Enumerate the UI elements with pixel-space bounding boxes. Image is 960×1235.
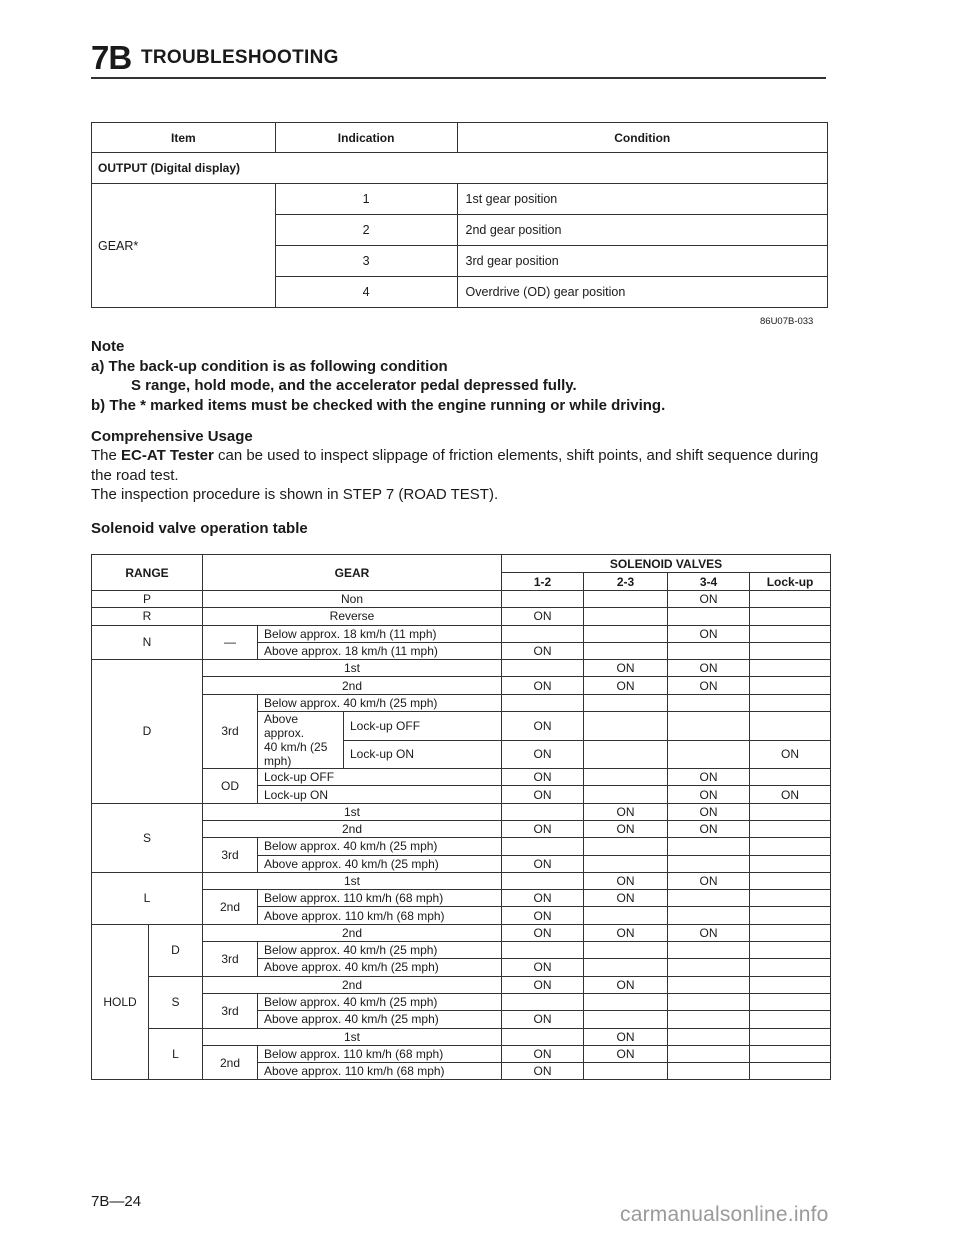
gear-cell: 3rd — [203, 993, 258, 1028]
hold-sub-range: L — [149, 1028, 203, 1080]
on-cell: ON — [584, 1045, 668, 1062]
on-cell: ON — [668, 660, 750, 677]
range-cell: P — [92, 591, 203, 608]
on-cell: ON — [502, 976, 584, 993]
comprehensive-text — [91, 446, 836, 505]
label-line: 40 km/h (25 mph) — [264, 740, 328, 769]
gear-condition: Above approx. 40 km/h (25 mph) — [258, 959, 502, 976]
on-cell: ON — [668, 625, 750, 642]
range-cell: R — [92, 608, 203, 625]
section-label: OUTPUT (Digital display) — [92, 153, 828, 184]
on-cell: ON — [502, 712, 584, 741]
on-cell: ON — [502, 677, 584, 694]
on-cell: ON — [502, 1045, 584, 1062]
header-rule — [91, 77, 826, 79]
col-condition: Condition — [457, 123, 827, 153]
gear-cell: 2nd — [203, 976, 502, 993]
note-line-a: a) The back-up condition is as following condition — [91, 357, 448, 375]
gear-condition: Above approx. 110 km/h (68 mph) — [258, 907, 502, 924]
lockup-condition: Lock-up OFF — [344, 712, 502, 741]
figure-code: 86U07B-033 — [760, 316, 814, 327]
on-cell: ON — [584, 677, 668, 694]
comprehensive-heading: Comprehensive Usage — [91, 428, 253, 445]
range-cell: L — [92, 872, 203, 924]
col-1-2: 1-2 — [502, 573, 584, 591]
on-cell: ON — [502, 855, 584, 872]
text-run: The — [91, 447, 122, 464]
on-cell: ON — [502, 907, 584, 924]
condition-cell: Overdrive (OD) gear position — [457, 277, 827, 308]
gear-cell: OD — [203, 769, 258, 804]
gear-condition: Above approx. 110 km/h (68 mph) — [258, 1063, 502, 1080]
gear-cell: 1st — [203, 660, 502, 677]
on-cell: ON — [584, 890, 668, 907]
gear-condition: Above approx. 40 km/h (25 mph) — [258, 855, 502, 872]
on-cell: ON — [668, 769, 750, 786]
gear-cell: 1st — [203, 1028, 502, 1045]
gear-cell: — — [203, 625, 258, 660]
gear-cell: Reverse — [203, 608, 502, 625]
section-number: 7B — [91, 39, 132, 76]
on-cell: ON — [584, 1028, 668, 1045]
on-cell: ON — [668, 786, 750, 803]
gear-condition: Above approx. 18 km/h (11 mph) — [258, 642, 502, 659]
gear-cell: 3rd — [203, 942, 258, 977]
lockup-condition: Lock-up ON — [258, 786, 502, 803]
gear-cell: 3rd — [203, 838, 258, 873]
on-cell: ON — [668, 677, 750, 694]
label-line: Above approx. — [264, 712, 305, 741]
text-run: can be used to inspect slippage of friction elements, shift points, and shift sequence during the road test. — [91, 447, 819, 484]
on-cell: ON — [584, 820, 668, 837]
indication-cell: 1 — [275, 184, 457, 215]
indication-cell: 2 — [275, 215, 457, 246]
on-cell: ON — [668, 820, 750, 837]
gear-cell: 2nd — [203, 677, 502, 694]
tester-name: EC-AT Tester — [121, 447, 214, 464]
section-title: TROUBLESHOOTING — [141, 47, 339, 68]
gear-cell: 2nd — [203, 1045, 258, 1080]
on-cell: ON — [668, 803, 750, 820]
col-item: Item — [92, 123, 276, 153]
condition-cell: 2nd gear position — [457, 215, 827, 246]
on-cell: ON — [502, 1011, 584, 1028]
gear-condition: Below approx. 40 km/h (25 mph) — [258, 942, 502, 959]
col-gear: GEAR — [203, 555, 502, 591]
lockup-condition: Lock-up OFF — [258, 769, 502, 786]
gear-condition: Above approx. 40 km/h (25 mph) — [258, 1011, 502, 1028]
hold-sub-range: D — [149, 924, 203, 976]
col-indication: Indication — [275, 123, 457, 153]
range-cell: N — [92, 625, 203, 660]
gear-condition: Below approx. 110 km/h (68 mph) — [258, 1045, 502, 1062]
on-cell: ON — [750, 740, 831, 769]
on-cell: ON — [502, 740, 584, 769]
note-title: Note — [91, 338, 125, 355]
item-gear: GEAR* — [92, 184, 276, 308]
solenoid-valve-table — [91, 554, 831, 1080]
condition-cell: 3rd gear position — [457, 246, 827, 277]
col-solenoid-valves: SOLENOID VALVES — [502, 555, 831, 573]
gear-condition: Below approx. 40 km/h (25 mph) — [258, 993, 502, 1010]
gear-cell: 3rd — [203, 694, 258, 768]
gear-cell: Non — [203, 591, 502, 608]
lockup-condition: Lock-up ON — [344, 740, 502, 769]
range-cell: S — [92, 803, 203, 872]
on-cell: ON — [502, 642, 584, 659]
text-run: The inspection procedure is shown in STEP 7 (ROAD TEST). — [91, 486, 499, 503]
on-cell: ON — [584, 660, 668, 677]
gear-condition — [258, 712, 344, 769]
gear-condition: Below approx. 110 km/h (68 mph) — [258, 890, 502, 907]
col-3-4: 3-4 — [668, 573, 750, 591]
col-2-3: 2-3 — [584, 573, 668, 591]
condition-cell: 1st gear position — [457, 184, 827, 215]
note-line-b: b) The * marked items must be checked with the engine running or while driving. — [91, 396, 666, 414]
gear-cell: 2nd — [203, 890, 258, 925]
watermark: carmanualsonline.info — [620, 1203, 829, 1226]
gear-cell: 1st — [203, 803, 502, 820]
on-cell: ON — [502, 608, 584, 625]
gear-cell: 1st — [203, 872, 502, 889]
on-cell: ON — [750, 786, 831, 803]
on-cell: ON — [502, 924, 584, 941]
gear-cell: 2nd — [203, 924, 502, 941]
gear-condition: Below approx. 40 km/h (25 mph) — [258, 694, 502, 711]
indication-cell: 4 — [275, 277, 457, 308]
hold-sub-range: S — [149, 976, 203, 1028]
on-cell: ON — [668, 924, 750, 941]
on-cell: ON — [502, 786, 584, 803]
on-cell: ON — [584, 803, 668, 820]
col-range: RANGE — [92, 555, 203, 591]
on-cell: ON — [502, 959, 584, 976]
note-line-a2: S range, hold mode, and the accelerator pedal depressed fully. — [131, 377, 577, 394]
on-cell: ON — [502, 769, 584, 786]
range-cell: D — [92, 660, 203, 803]
page-number: 7B—24 — [91, 1193, 142, 1210]
on-cell: ON — [502, 820, 584, 837]
col-lock-up: Lock-up — [750, 573, 831, 591]
on-cell: ON — [668, 591, 750, 608]
gear-condition: Below approx. 18 km/h (11 mph) — [258, 625, 502, 642]
solenoid-heading: Solenoid valve operation table — [91, 520, 308, 537]
on-cell: ON — [502, 890, 584, 907]
indication-cell: 3 — [275, 246, 457, 277]
on-cell: ON — [668, 872, 750, 889]
output-display-table — [91, 122, 828, 308]
gear-condition: Below approx. 40 km/h (25 mph) — [258, 838, 502, 855]
on-cell: ON — [502, 1063, 584, 1080]
note-block — [91, 337, 665, 415]
on-cell: ON — [584, 976, 668, 993]
gear-cell: 2nd — [203, 820, 502, 837]
range-cell: HOLD — [92, 924, 149, 1080]
on-cell: ON — [584, 872, 668, 889]
on-cell: ON — [584, 924, 668, 941]
